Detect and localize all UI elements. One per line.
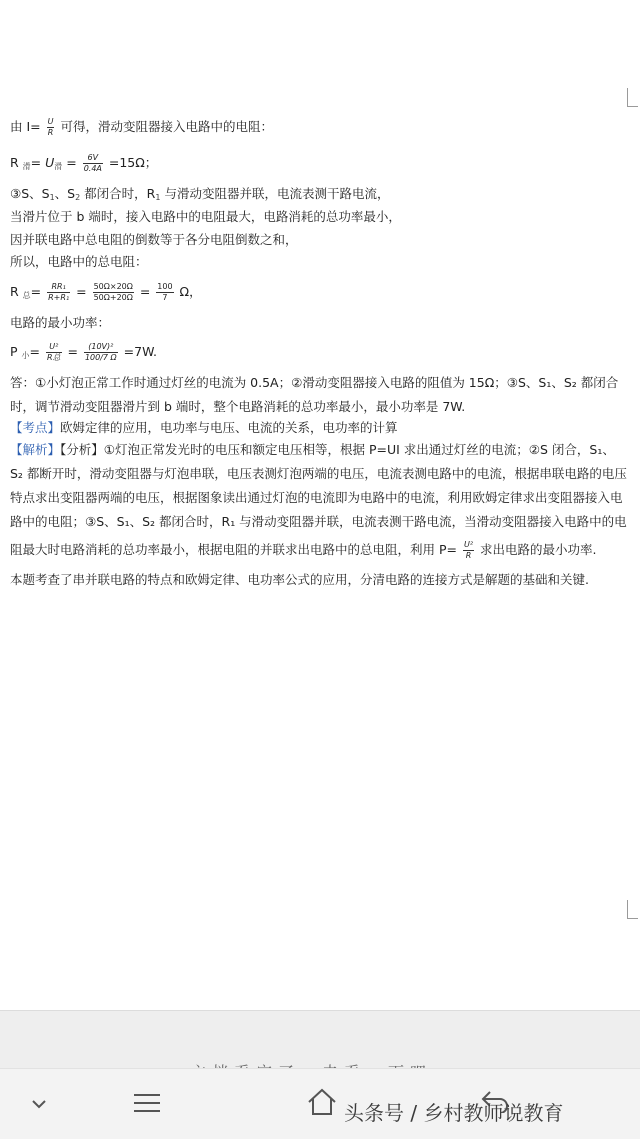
- numerator: U²: [46, 342, 62, 353]
- denominator: R总: [46, 353, 61, 362]
- denominator: 0.4A: [83, 164, 102, 173]
- subscript: 滑: [54, 162, 63, 171]
- fraction-u2-over-r: [463, 540, 474, 561]
- text-line: 答：①小灯泡正常工作时通过灯丝的电流为 0.5A；②滑动变阻器接入电路的阻值为 15Ω；③S、S₁、S₂ 都闭合: [10, 375, 619, 390]
- fraction-power: [84, 342, 118, 363]
- text: 、S: [54, 186, 76, 201]
- fraction-u-over-r: [47, 117, 55, 138]
- numerator: 100: [157, 282, 173, 291]
- text: =7W.: [119, 344, 157, 359]
- text-line: 特点求出变阻器两端的电压，根据图象读出通过灯泡的电流即为电路中的电流，利用欧姆定律求出变阻器接入电: [10, 490, 623, 505]
- formula-line-p-min: [10, 342, 157, 365]
- text-line: 当滑片位于 b 端时，接入电路中的电阻最大，电路消耗的总功率最小，: [10, 209, 401, 224]
- denominator: 7: [162, 293, 168, 302]
- summary-line: 本题考查了串并联电路的特点和欧姆定律、电功率公式的应用，分清电路的连接方式是解题的基础和关键.: [10, 572, 589, 587]
- analysis-paragraph: [10, 438, 630, 562]
- answer-paragraph: [10, 371, 630, 419]
- fraction-6v-over-04a: [83, 153, 103, 174]
- text-line: 时，调节滑动变阻器滑片到 b 端时，整个电路消耗的总功率最小，最小功率是 7W.: [10, 399, 466, 414]
- kaodian-label: 【考点】: [10, 420, 61, 435]
- text-line: 路中的电阻；③S、S₁、S₂ 都闭合时，R₁ 与滑动变阻器并联，电流表测干路电流，当滑动变阻器接入电路中的电: [10, 514, 627, 529]
- kaodian-line: [10, 419, 398, 437]
- subscript: 总: [22, 291, 31, 300]
- fraction-parallel: [47, 282, 70, 303]
- text: P: [10, 344, 22, 359]
- watermark-text: 头条号 / 乡村教师说教育: [344, 1101, 564, 1125]
- text: =: [62, 155, 81, 170]
- denominator: R: [47, 128, 54, 137]
- text-line: S₂ 都断开时，滑动变阻器与灯泡串联，电压表测灯泡两端的电压，电流表测电路中的电流，根据串联电路的电压: [10, 466, 627, 481]
- fraction-u2-over-r: [46, 342, 62, 363]
- text: ③S、S: [10, 186, 50, 201]
- subscript: 1: [155, 193, 161, 202]
- formula-line-r-slide: [10, 153, 157, 176]
- text: 可得，滑动变阻器接入电路中的电阻：: [56, 119, 273, 134]
- text: 【分析】①灯泡正常发光时的电压和额定电压相等，根据 P=UI 求出通过灯丝的电流；②S 闭合，S₁、: [60, 442, 615, 457]
- text-line-case-3: [10, 185, 389, 207]
- denominator: R: [465, 551, 472, 560]
- text-line: 电路的最小功率：: [10, 315, 111, 330]
- text: 由 I=: [10, 119, 45, 134]
- numerator: 6V: [83, 153, 103, 164]
- kaodian-text: 欧姆定律的应用，电功率与电压、电流的关系，电功率的计算: [60, 420, 398, 435]
- text: 都闭合时，R: [80, 186, 156, 201]
- formula-line-ohms-law: [10, 117, 273, 138]
- text: R: [10, 155, 23, 170]
- fraction-values: [93, 282, 134, 303]
- text: 阻最大时电路消耗的总功率最小，根据电阻的并联求出电路中的总电阻，利用 P=: [10, 542, 461, 557]
- text: =: [135, 284, 155, 299]
- numerator: 50Ω×20Ω: [93, 282, 133, 291]
- text: =: [29, 344, 44, 359]
- denominator: 100/7 Ω: [84, 353, 117, 362]
- denominator: 50Ω+20Ω: [93, 293, 133, 302]
- numerator: U²: [463, 540, 474, 549]
- subscript: 2: [75, 193, 81, 202]
- numerator: U: [47, 117, 54, 126]
- numerator: (10V)²: [84, 342, 118, 353]
- numerator: RR₁: [47, 282, 70, 293]
- text-line: [10, 538, 630, 562]
- menu-icon[interactable]: [132, 1091, 162, 1119]
- home-icon[interactable]: [306, 1087, 338, 1121]
- jiexi-label: 【解析】: [10, 442, 61, 457]
- subscript: 1: [49, 193, 55, 202]
- formula-line-r-total: [10, 282, 202, 305]
- text: 求出电路的最小功率.: [476, 542, 597, 557]
- text-line: 所以，电路中的总电阻：: [10, 254, 148, 269]
- crop-mark-top-right: [627, 88, 638, 107]
- subscript: 滑: [22, 162, 31, 171]
- text: U: [45, 155, 55, 170]
- text: Ω，: [175, 284, 202, 299]
- text-line: [10, 438, 630, 462]
- text: =: [63, 344, 82, 359]
- text: =: [72, 284, 91, 299]
- crop-mark-bottom-right: [627, 900, 638, 919]
- text: =15Ω；: [104, 155, 158, 170]
- subscript: 小: [21, 351, 30, 360]
- text: =: [30, 284, 46, 299]
- text: 与滑动变阻器并联，电流表测干路电流，: [160, 186, 390, 201]
- fraction-100-over-7: [156, 282, 173, 303]
- text-line: 因并联电路中总电阻的倒数等于各分电阻倒数之和，: [10, 232, 298, 247]
- text: =: [30, 155, 46, 170]
- chevron-down-icon[interactable]: [30, 1095, 48, 1114]
- denominator: R+R₁: [48, 293, 70, 302]
- text: R: [10, 284, 23, 299]
